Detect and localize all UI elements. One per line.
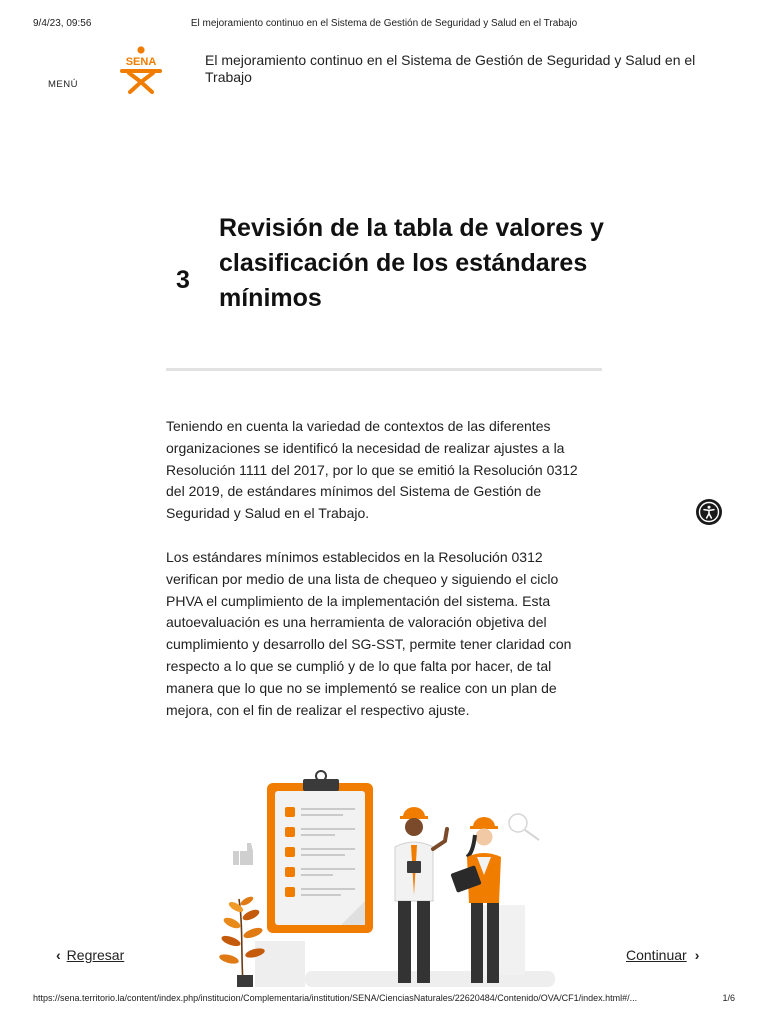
page-number: 1/6	[722, 993, 735, 1003]
checklist-workers-illustration	[205, 765, 565, 987]
paragraph-intro: Teniendo en cuenta la variedad de contextos de las diferentes organizaciones se identificó la necesidad de realizar ajustes a la Resolución 1111 del 2017, por lo que se emitió la Resolución 0312 del 2019, de estándares mínimos del Sistema de Gestión de Seguridad y Salud en el Trabajo.	[166, 418, 578, 522]
chevron-right-icon: ›	[694, 947, 700, 963]
course-title: El mejoramiento continuo en el Sistema de Gestión de Seguridad y Salud en el Trabajo	[205, 52, 696, 85]
print-title: El mejoramiento continuo en el Sistema de Gestión de Seguridad y Salud en el Trabajo	[190, 18, 578, 29]
logo-figure	[122, 71, 160, 92]
accessibility-icon	[696, 499, 722, 525]
section-divider	[166, 368, 602, 371]
paragraph-standards: Los estándares mínimos establecidos en la Resolución 0312 verifican por medio de una lista de chequeo y siguiendo el ciclo PHVA el cumplimiento de la implementación del sistema. Esta autoevaluación es una herramienta de valoración objetiva del cumplimiento y desarrollo del SG-SST, permite tener claridad con respecto a lo que se cumplió y de lo que falta por hacer, de tal manera que lo que no se implementó se realice con un plan de mejora, con el fin de realizar el respectivo ajuste.	[166, 549, 572, 718]
back-label: Regresar	[66, 947, 125, 963]
print-url: https://sena.territorio.la/content/index.php/institucion/Complementaria/institution/SENA/CienciasNaturales/22620484/Contenido/OVA/CF1/index.html#/...	[33, 993, 638, 1003]
continue-label: Continuar	[626, 947, 687, 963]
section-number: 3	[176, 266, 190, 294]
thumbs-up-icon	[233, 843, 253, 865]
worker-woman-icon	[450, 817, 501, 983]
print-footer	[33, 993, 735, 1007]
section-title: Revisión de la tabla de valores y clasificación de los estándares mínimos	[219, 214, 604, 312]
logo-dot	[137, 46, 144, 53]
continue-link[interactable]	[626, 947, 699, 963]
accessibility-button[interactable]	[696, 499, 722, 525]
menu-button[interactable]: MENÚ	[48, 79, 78, 90]
back-link[interactable]	[56, 947, 124, 963]
print-header	[33, 18, 735, 32]
sena-logo[interactable]	[116, 46, 166, 94]
magnifier-icon	[509, 814, 539, 840]
chevron-left-icon: ‹	[56, 947, 61, 963]
clipboard-icon	[267, 771, 373, 933]
worker-man-icon	[395, 807, 447, 983]
logo-text: SENA	[125, 56, 157, 68]
background-box	[255, 941, 305, 987]
print-date: 9/4/23, 09:56	[33, 18, 92, 29]
